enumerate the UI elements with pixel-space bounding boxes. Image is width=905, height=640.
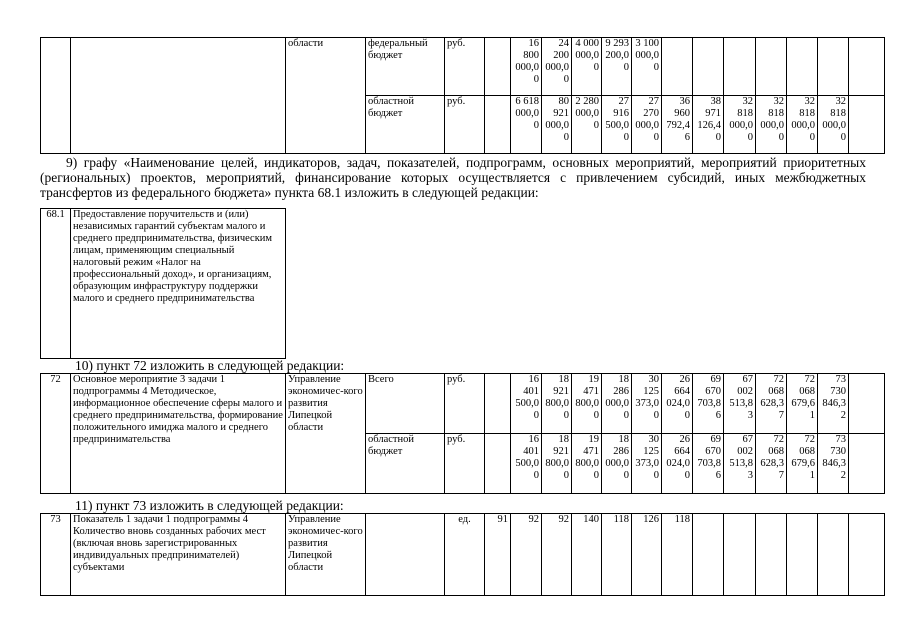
value-cell: 118 [662,514,693,596]
unit-cell: руб. [445,434,485,494]
executor-cell: Управление экономичес-кого развития Липецкой области [286,514,366,596]
value-cell: 16 800 000,0 0 [511,38,542,96]
table-row [41,209,286,359]
table-row [41,514,885,596]
value-cell [818,38,849,96]
item-number: 73 [41,514,71,596]
value-cell: 18 286 000,0 0 [602,374,632,434]
value-cell: 92 [511,514,542,596]
instruction-paragraph-11: 11) пункт 73 изложить в следующей редакции: [75,498,344,513]
unit-cell: руб. [445,374,485,434]
value-cell [756,514,787,596]
unit-cell: руб. [445,96,485,154]
source-cell: Всего [366,374,445,434]
value-cell: 72 068 679,6 1 [787,374,818,434]
value-cell: 6 618 000,0 0 [511,96,542,154]
value-cell: 72 068 628,3 7 [756,434,787,494]
value-cell: 126 [632,514,662,596]
value-cell [693,514,724,596]
value-cell: 32 818 000,0 0 [756,96,787,154]
item-72-table [40,373,885,494]
item-text: Предоставление поручительств и (или) независимых гарантий субъектам малого и среднего предпринимательства, физическим лицам, применяющим специальный налоговый режим «Налог на профессиональный доход», и организациям, образующим инфраструктуру поддержки малого и среднего предпринимательства [71,209,286,359]
value-cell: 73 730 846,3 2 [818,434,849,494]
value-cell [724,514,756,596]
value-cell: 9 293 200,0 0 [602,38,632,96]
item-name: Основное мероприятие 3 задачи 1 подпрограммы 4 Методическое, информационное обеспечение сферы малого и среднего предпринимательства, формирование положительного имиджа малого и среднего предпринимательства [71,374,286,494]
item-73-table [40,513,885,596]
value-cell [787,38,818,96]
value-cell [849,38,885,96]
value-cell [724,38,756,96]
source-cell: областной бюджет [366,96,445,154]
instruction-paragraph-10: 10) пункт 72 изложить в следующей редакции: [75,358,345,373]
value-cell: 67 002 513,83 [724,374,756,434]
value-cell: 67 002 513,83 [724,434,756,494]
executor-cell: Управление экономичес-кого развития Липецкой области [286,374,366,494]
value-cell: 30 125 373,0 0 [632,374,662,434]
value-cell: 32 818 000,0 0 [787,96,818,154]
item-number: 72 [41,374,71,494]
unit-cell: ед. [445,514,485,596]
value-cell: 30 125 373,0 0 [632,434,662,494]
value-cell: 18 286 000,0 0 [602,434,632,494]
value-cell: 118 [602,514,632,596]
value-cell: 3 100 000,0 0 [632,38,662,96]
value-cell: 16 401 500,0 0 [511,434,542,494]
item-68-1-table [40,208,286,359]
value-cell: 18 921 800,0 0 [542,374,572,434]
value-cell: 16 401 500,0 0 [511,374,542,434]
value-cell: 26 664 024,0 0 [662,374,693,434]
item-name: Показатель 1 задачи 1 подпрограммы 4 Количество вновь созданных рабочих мест (включая вновь зарегистрированных индивидуальных предпринимателей) субъектами [71,514,286,596]
value-cell: 91 [485,514,511,596]
table-row [41,38,885,96]
value-cell: 32 818 000,00 [724,96,756,154]
value-cell: 19 471 800,0 0 [572,374,602,434]
value-cell: 69 670 703,8 6 [693,434,724,494]
value-cell: 72 068 628,3 7 [756,374,787,434]
value-cell: 4 000 000,0 0 [572,38,602,96]
source-cell: федеральный бюджет [366,38,445,96]
value-cell: 18 921 800,0 0 [542,434,572,494]
value-cell: 140 [572,514,602,596]
executor-cell: области [286,38,366,154]
value-cell: 72 068 679,6 1 [787,434,818,494]
value-cell [693,38,724,96]
instruction-paragraph-9: 9) графу «Наименование целей, индикаторов, задач, показателей, подпрограмм, основных мероприятий, мероприятий приоритетных (региональных) проектов, мероприятий, финансирование которых осуществляется с привлечением субсидий, иных межбюджетных трансфертов из федерального бюджета» пункта 68.1 изложить в следующей редакции: [40,155,866,200]
value-cell [662,38,693,96]
source-cell: областной бюджет [366,434,445,494]
value-cell: 32 818 000,0 0 [818,96,849,154]
value-cell: 24 200 000,0 0 [542,38,572,96]
value-cell: 19 471 800,0 0 [572,434,602,494]
value-cell: 36 960 792,4 6 [662,96,693,154]
unit-cell: руб. [445,38,485,96]
value-cell: 38 971 126,4 0 [693,96,724,154]
value-cell [756,38,787,96]
funding-table-top [40,37,885,154]
value-cell: 69 670 703,8 6 [693,374,724,434]
table-row [41,374,885,434]
value-cell [849,96,885,154]
value-cell: 26 664 024,0 0 [662,434,693,494]
value-cell: 73 730 846,3 2 [818,374,849,434]
value-cell: 27 916 500,0 0 [602,96,632,154]
value-cell [818,514,849,596]
value-cell: 27 270 000,0 0 [632,96,662,154]
value-cell: 2 280 000,0 0 [572,96,602,154]
value-cell [787,514,818,596]
item-number: 68.1 [41,209,71,359]
value-cell: 92 [542,514,572,596]
value-cell: 80 921 000,0 0 [542,96,572,154]
